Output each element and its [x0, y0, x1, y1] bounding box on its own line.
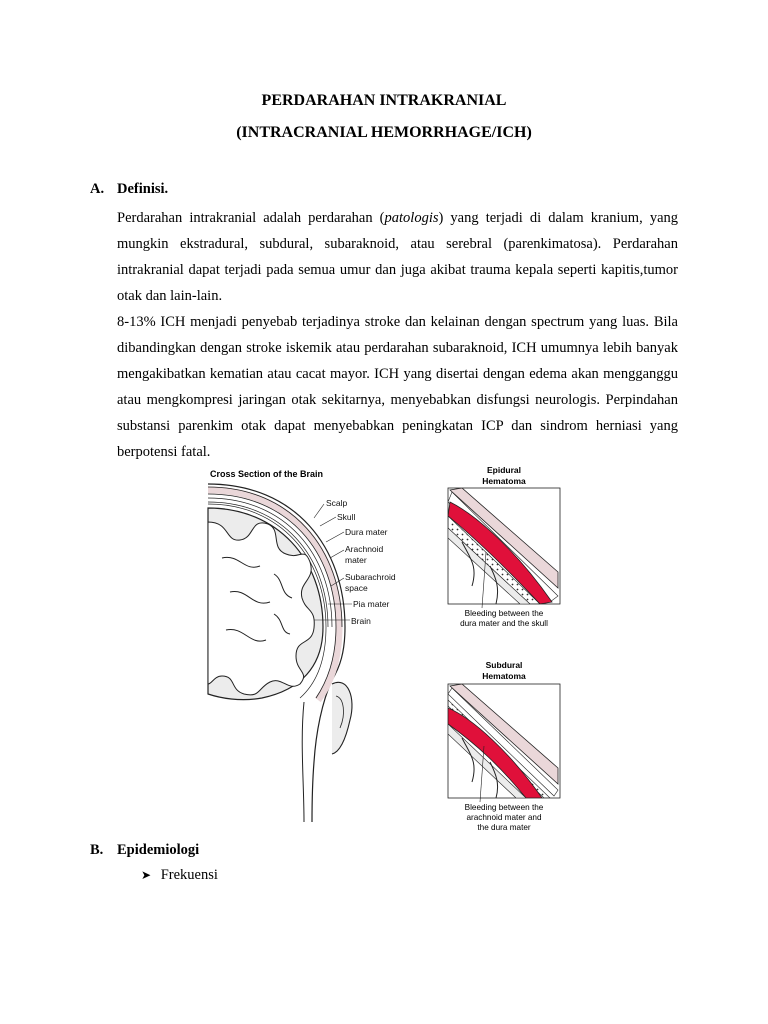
label-pia-mater: Pia mater	[353, 599, 390, 609]
label-subarachnoid-space: space	[345, 583, 368, 593]
arrowhead-bullet-icon: ➤	[141, 868, 152, 882]
section-b-marker: B.	[90, 842, 104, 858]
subdural-caption-line2: arachnoid mater and	[466, 813, 542, 822]
document-title: PERDARAHAN INTRAKRANIAL	[261, 92, 507, 109]
bullet-item-frekuensi	[141, 867, 218, 884]
para1-text-a: Perdarahan intrakranial adalah perdarahan (	[117, 210, 385, 226]
definition-paragraph-2: 8-13% ICH menjadi penyebab terjadinya stroke dan kelainan dengan spectrum yang luas. Bila dibandingkan dengan stroke iskemik atau perdarahan subaraknoid, ICH umumnya lebih banyak mengakibatkan kematian atau cacat mayor. ICH yang disertai dengan edema akan mengganggu atau mengkompresi jaringan otak sekitarnya, menyebabkan disfungsi neurologis. Perpindahan substansi parenkim otak dapat menyebabkan peningkatan ICP dan sindrom herniasi yang berpotensi fatal.	[117, 314, 678, 460]
subdural-caption-line1: Bleeding between the	[464, 803, 544, 812]
subdural-hematoma-diagram	[448, 660, 560, 832]
brain-figure-svg	[200, 462, 570, 834]
label-arachnoid-mater: mater	[345, 555, 367, 565]
subdural-title-line1: Subdural	[485, 660, 523, 670]
para1-italic-term: patologis	[384, 210, 439, 226]
epidural-title-line2: Hematoma	[482, 476, 526, 486]
epidural-caption-line1: Bleeding between the	[464, 609, 544, 618]
section-a-heading: Definisi.	[117, 181, 169, 197]
label-scalp: Scalp	[326, 498, 348, 508]
epidural-title-line1: Epidural	[486, 465, 522, 475]
section-b-heading: Epidemiologi	[117, 842, 200, 858]
cross-section-title: Cross Section of the Brain	[210, 469, 324, 479]
para1-text-b: ) yang terjadi di dalam kranium, yang mungkin ekstradural, subdural, subaraknoid, atau serebral (parenkimatosa). Perdarahan intrakranial dapat terjadi pada semua umur dan juga akibat trauma kepala seperti kapitis,tumor otak dan lain-lain.	[117, 210, 678, 304]
section-a-marker: A.	[90, 181, 105, 197]
label-brain: Brain	[351, 616, 371, 626]
definition-paragraph-1	[117, 205, 678, 309]
brain-cross-section-diagram	[208, 469, 396, 822]
subdural-title-line2: Hematoma	[482, 671, 526, 681]
epidural-caption-line2: dura mater and the skull	[460, 619, 548, 628]
label-subarachnoid: Subarachroid	[345, 572, 396, 582]
epidural-hematoma-diagram	[448, 465, 560, 628]
label-dura-mater: Dura mater	[345, 527, 388, 537]
label-arachnoid: Arachnoid	[345, 544, 384, 554]
label-skull: Skull	[337, 512, 356, 522]
document-subtitle: (INTRACRANIAL HEMORRHAGE/ICH)	[236, 124, 532, 141]
subdural-caption-line3: the dura mater	[477, 823, 531, 832]
brain-hemorrhage-figure	[200, 462, 570, 834]
bullet-text: Frekuensi	[160, 867, 218, 883]
